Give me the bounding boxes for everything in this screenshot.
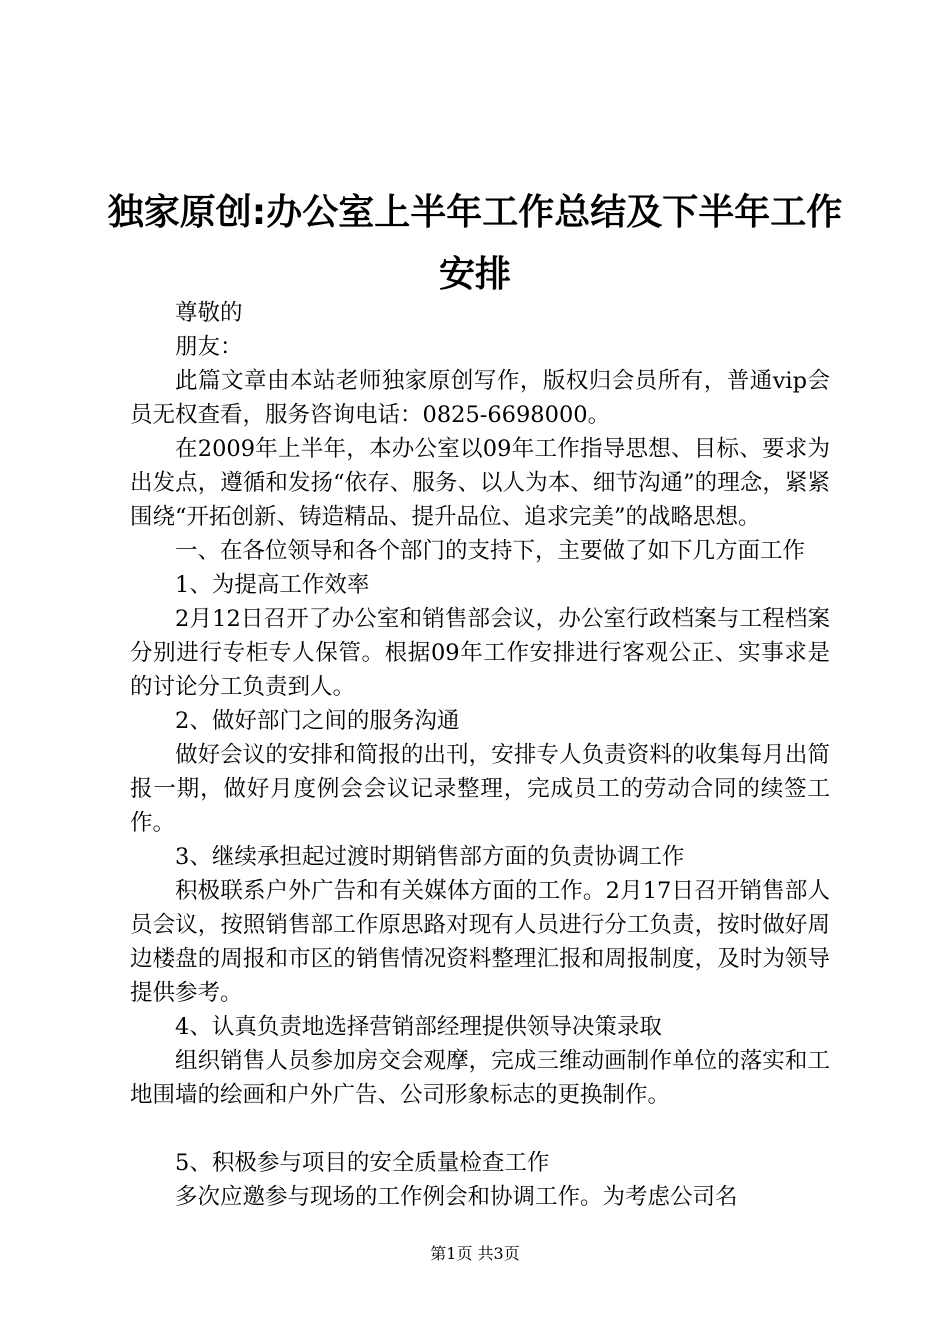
salutation-line-2: 朋友： [175, 334, 243, 360]
section-heading-1: 一、在各位领导和各个部门的支持下，主要做了如下几方面工作 [175, 538, 806, 564]
intro-paragraph: 在2009年上半年，本办公室以09年工作指导思想、目标、要求为出发点，遵循和发扬“依存、服务、以人为本、细节沟通”的理念，紧紧围绕“开拓创新、铸造精品、提升品位、追求完美”的战略思想。 [130, 436, 830, 530]
salutation-line-1: 尊敬的 [175, 300, 243, 326]
item-paragraph-1: 2月12日召开了办公室和销售部会议，办公室行政档案与工程档案分别进行专柜专人保管。根据09年工作安排进行客观公正、实事求是的讨论分工负责到人。 [130, 606, 830, 700]
item-heading-5: 5、积极参与项目的安全质量检查工作 [175, 1150, 550, 1176]
document-title: 独家原创:办公室上半年工作总结及下半年工作安排 [107, 192, 843, 295]
document-body [130, 296, 830, 1214]
item-heading-1: 1、为提高工作效率 [175, 572, 370, 598]
item-paragraph-2: 做好会议的安排和简报的出刊，安排专人负责资料的收集每月出简报一期，做好月度例会会议记录整理，完成员工的劳动合同的续签工作。 [130, 742, 830, 836]
item-heading-2: 2、做好部门之间的服务沟通 [175, 708, 460, 734]
copyright-notice: 此篇文章由本站老师独家原创写作，版权归会员所有，普通vip会员无权查看，服务咨询电话：0825-6698000。 [130, 368, 830, 428]
item-heading-3: 3、继续承担起过渡时期销售部方面的负责协调工作 [175, 844, 685, 870]
page-footer: 第1页 共3页 [430, 1244, 520, 1263]
item-paragraph-5: 多次应邀参与现场的工作例会和协调工作。为考虑公司名 [175, 1184, 738, 1210]
item-heading-4: 4、认真负责地选择营销部经理提供领导决策录取 [175, 1014, 662, 1040]
item-paragraph-4: 组织销售人员参加房交会观摩，完成三维动画制作单位的落实和工地围墙的绘画和户外广告、公司形象标志的更换制作。 [130, 1048, 830, 1108]
item-paragraph-3: 积极联系户外广告和有关媒体方面的工作。2月17日召开销售部人员会议，按照销售部工作原思路对现有人员进行分工负责，按时做好周边楼盘的周报和市区的销售情况资料整理汇报和周报制度，及时为领导提供参考。 [130, 878, 830, 1006]
paragraph-spacer [130, 1112, 830, 1146]
